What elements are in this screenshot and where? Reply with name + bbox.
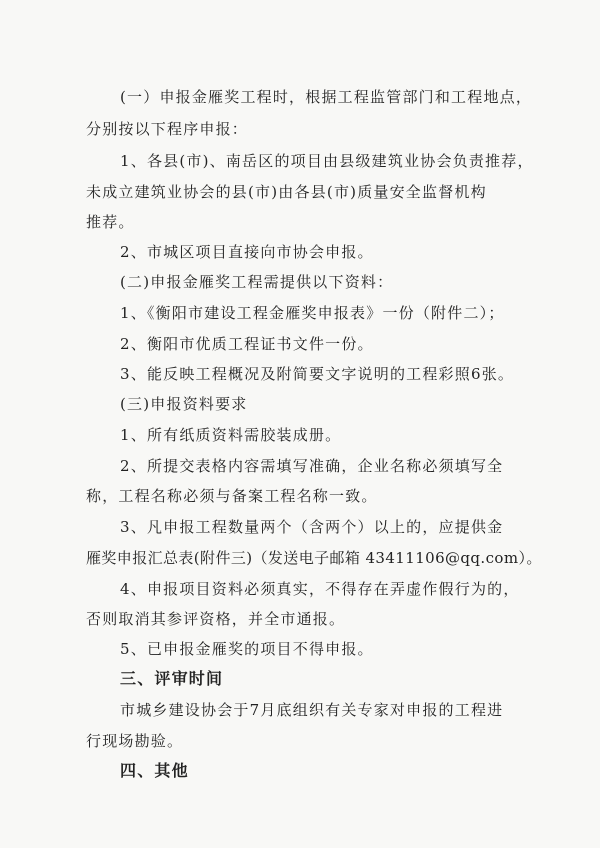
item-3-1: 1、所有纸质资料需胶装成册。 (120, 426, 342, 444)
item-2-1: 1、《衡阳市建设工程金雁奖申报表》一份（附件二）； (120, 304, 505, 322)
section-heading-other: 四、其他 (120, 761, 189, 780)
section-heading-review-time: 三、评审时间 (120, 669, 224, 688)
item-1-1-line-2: 未成立建筑业协会的县(市)由各县(市)质量安全监督机构 (86, 183, 487, 201)
item-3-2-line-2: 称，工程名称必须与备案工程名称一致。 (86, 487, 378, 505)
item-3-5: 5、已申报金雁奖的项目不得申报。 (120, 640, 374, 658)
section-3-heading: (三)申报资料要求 (120, 395, 248, 413)
item-1-1-line-1: 1、各县(市)、南岳区的项目由县级建筑业协会负责推荐， (120, 152, 534, 170)
item-2-2: 2、衡阳市优质工程证书文件一份。 (120, 335, 374, 353)
item-3-3-line-1: 3、凡申报工程数量两个（含两个）以上的，应提供金 (120, 518, 504, 536)
section-2-heading: (二)申报金雁奖工程需提供以下资料： (120, 273, 394, 291)
item-1-1-line-3: 推荐。 (86, 213, 135, 231)
item-3-2-line-1: 2、所提交表格内容需填写准确，企业名称必须填写全 (120, 457, 504, 475)
review-time-line-2: 行现场勘验。 (86, 732, 184, 750)
item-3-4-line-2: 否则取消其参评资格，并全市通报。 (86, 610, 346, 628)
section-1-intro-line-2: 分别按以下程序申报： (86, 120, 249, 138)
item-1-2: 2、市城区项目直接向市协会申报。 (120, 243, 374, 261)
item-2-3: 3、能反映工程概况及附简要文字说明的工程彩照6张。 (120, 365, 515, 383)
section-1-intro-line-1: (一）申报金雁奖工程时，根据工程监管部门和工程地点， (120, 88, 533, 106)
item-3-3-line-2: 雁奖申报汇总表(附件三)（发送电子邮箱 43411106@qq.com）。 (86, 549, 542, 567)
review-time-line-1: 市城乡建设协会于7月底组织有关专家对申报的工程进 (120, 701, 504, 719)
item-3-4-line-1: 4、申报项目资料必须真实，不得存在弄虚作假行为的， (120, 580, 520, 598)
